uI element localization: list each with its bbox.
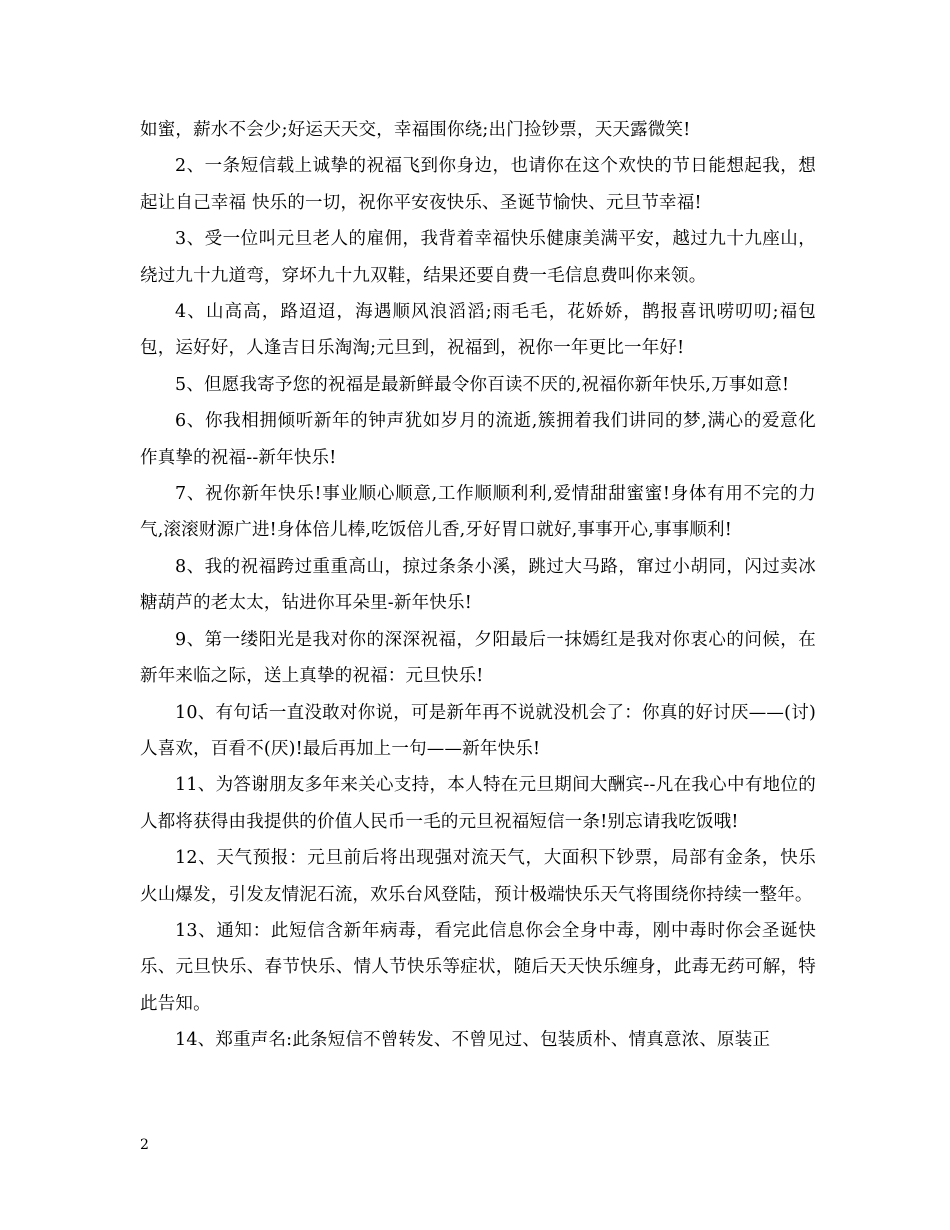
paragraph-9: 9、第一缕阳光是我对你的深深祝福，夕阳最后一抹嫣红是我对你衷心的问候，在新年来临之际，送上真挚的祝福：元旦快乐! [140,629,816,687]
paragraph-5: 5、但愿我寄予您的祝福是最新鲜最令你百读不厌的,祝福你新年快乐,万事如意! [175,374,790,395]
paragraph-6: 6、你我相拥倾听新年的钟声犹如岁月的流逝,簇拥着我们讲同的梦,满心的爱意化作真挚的祝福--新年快乐! [140,411,816,468]
paragraph-12: 12、天气预报：元旦前后将出现强对流天气，大面积下钞票，局部有金条，快乐火山爆发，引发友情泥石流，欢乐台风登陆，预计极端快乐天气将围绕你持续一整年。 [140,848,816,905]
paragraph-8: 8、我的祝福跨过重重高山，掠过条条小溪，跳过大马路，窜过小胡同，闪过卖冰糖葫芦的老太太，钻进你耳朵里-新年快乐! [140,556,816,614]
paragraph-4: 4、山高高，路迢迢，海遇顺风浪滔滔;雨毛毛，花娇娇，鹊报喜讯唠叨叨;福包包，运好好，人逢吉日乐淘淘;元旦到，祝福到，祝你一年更比一年好! [140,302,816,359]
paragraph-7: 7、祝你新年快乐!事业顺心顺意,工作顺顺利利,爱情甜甜蜜蜜!身体有用不完的力气,滚滚财源广进!身体倍儿棒,吃饭倍儿香,牙好胃口就好,事事开心,事事顺利! [140,484,817,541]
paragraph-3: 3、受一位叫元旦老人的雇佣，我背着幸福快乐健康美满平安，越过九十九座山，绕过九十九道弯，穿坏九十九双鞋，结果还要自费一毛信息费叫你来领。 [140,229,816,286]
body-text [140,112,816,1059]
paragraph-continuation: 如蜜，薪水不会少;好运天天交，幸福围你绕;出门捡钞票，天天露微笑! [140,120,691,140]
paragraph-13: 13、通知：此短信含新年病毒，看完此信息你会全身中毒，刚中毒时你会圣诞快乐、元旦快乐、春节快乐、情人节快乐等症状，随后天天快乐缠身，此毒无药可解，特此告知。 [140,920,816,1014]
paragraph-14: 14、郑重声名:此条短信不曾转发、不曾见过、包装质朴、情真意浓、原装正 [175,1030,771,1051]
paragraph-10: 10、有句话一直没敢对你说，可是新年再不说就没机会了：你真的好讨厌——(讨)人喜欢，百看不(厌)!最后再加上一句——新年快乐! [140,702,816,759]
paragraph-11: 11、为答谢朋友多年来关心支持，本人特在元旦期间大酬宾--凡在我心中有地位的人都将获得由我提供的价值人民币一毛的元旦祝福短信一条!别忘请我吃饭哦! [140,775,816,832]
page-number: 2 [140,1137,149,1153]
paragraph-2: 2、一条短信载上诚挚的祝福飞到你身边，也请你在这个欢快的节日能想起我，想起让自己幸福 快乐的一切，祝你平安夜快乐、圣诞节愉快、元旦节幸福! [140,156,816,213]
